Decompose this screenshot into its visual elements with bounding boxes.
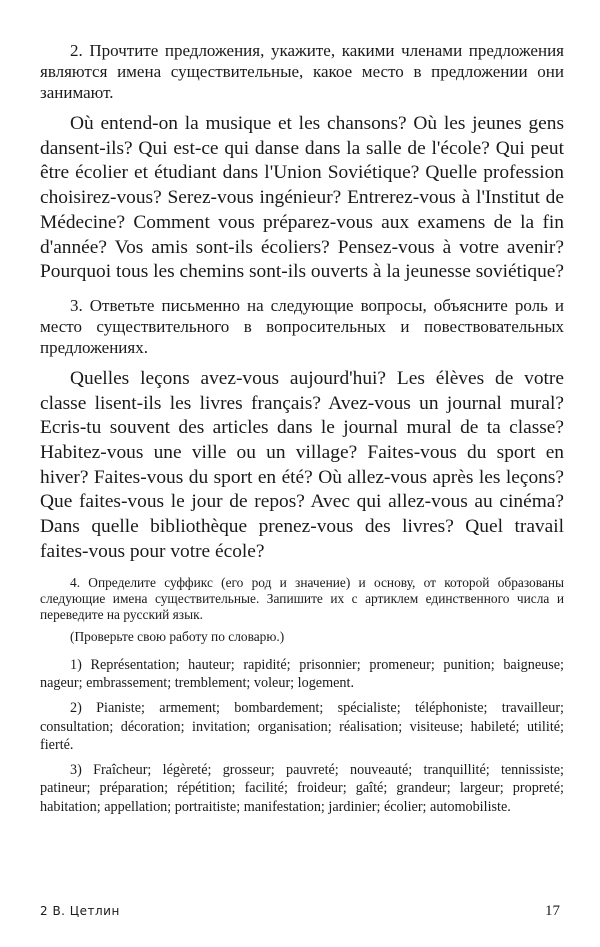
exercise-2-heading: 2. Прочтите предложения, укажите, какими членами предложения являются имена существительные, какое место в предложении они занимают.	[40, 41, 564, 102]
word-group-3: 3) Fraîcheur; légèreté; grosseur; pauvreté; nouveauté; tranquillité; tennissiste; patineur; préparation; répétition; facilité; froideur; gaîté; grandeur; largeur; propreté; habitation; appellation; portraitiste; manifestation; jardinier; écolier; automobiliste.	[40, 761, 564, 815]
exercise-3-heading: 3. Ответьте письменно на следующие вопросы, объясните роль и место существительного в вопросительных и повествовательных предложениях.	[40, 295, 564, 357]
word-group-1: 1) Représentation; hauteur; rapidité; prisonnier; promeneur; punition; baigneuse; nageur; embrassement; tremblement; voleur; logement.	[40, 656, 564, 692]
exercise-2-text: Où entend-on la musique et les chansons? Où les jeunes gens dansent-ils? Qui est-ce qui danse dans la salle de l'école? Qui peut être écolier et étudiant dans l'Union Soviétique? Quelle profession choisirez-vous? Serez-vous ingénieur? Entrerez-vous à l'Institut de Médecine? Comment vous préparez-vous aux examens de la fin d'année? Vos amis sont-ils écoliers? Pensez-vous à votre avenir? Pourquoi tous les chemins sont-ils ouverts à la jeunesse soviétique?	[40, 113, 565, 283]
exercise-4-note: (Проверьте свою работу по словарю.)	[70, 629, 285, 645]
exercise-3-text: Quelles leçons avez-vous aujourd'hui? Les élèves de votre classe lisent-ils les livres français? Avez-vous un journal mural? Ecris-tu souvent des articles dans le journal mural de ta classe? Habitez-vous une ville ou un village? Faites-vous du sport en hiver? Faites-vous du sport en été? Où allez-vous après les leçons? Que faites-vous le jour de repos? Avec qui allez-vous au cinéma? Dans quelle bibliothèque prenez-vous des livres? Quel travail faites-vous pour votre école?	[40, 367, 564, 562]
word-group-2: 2) Pianiste; armement; bombardement; spécialiste; téléphoniste; travailleur; consultation; décoration; invitation; organisation; réalisation; visiteuse; habileté; utilité; fierté.	[40, 699, 564, 754]
exercise-4-heading: 4. Определите суффикс (его род и значение) и основу, от которой образованы следующие имена существительные. Запишите их с артиклем единственного числа и переведите на русский язык.	[40, 574, 564, 623]
signature-mark: 2 В. Цетлин	[40, 904, 120, 918]
page-number: 17	[545, 903, 560, 919]
page-body	[40, 40, 564, 822]
